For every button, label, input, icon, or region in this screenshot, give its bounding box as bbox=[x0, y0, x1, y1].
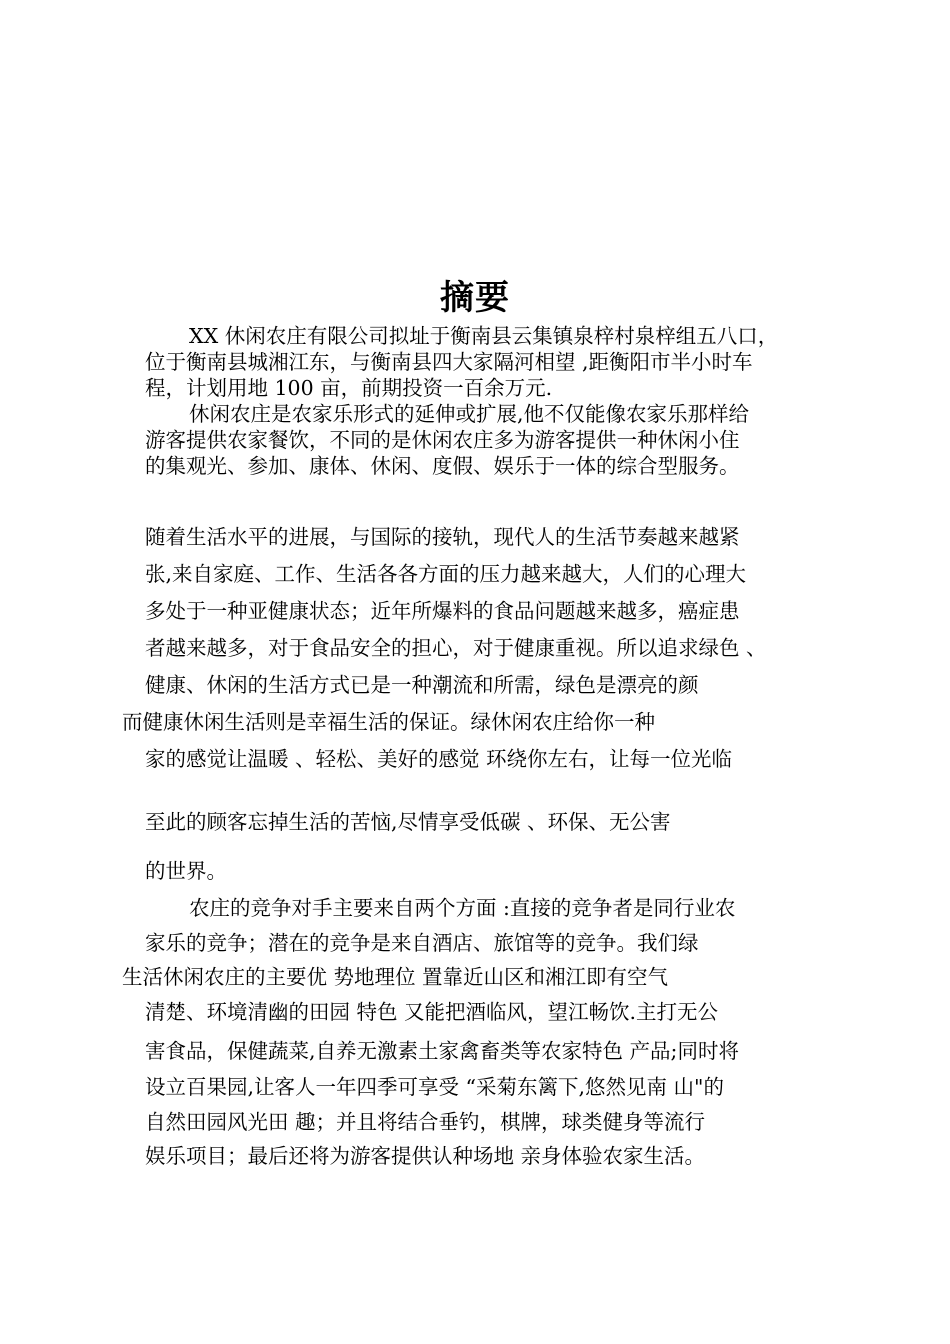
text-line: 者越来越多，对于食品安全的担心，对于健康重视。所以追求绿色 、 bbox=[145, 636, 767, 660]
text-line: 的世界。 bbox=[145, 859, 227, 883]
text-line: 设立百果园,让客人一年四季可享受 “采菊东篱下,悠然见南 山"的 bbox=[145, 1075, 724, 1099]
text-line: 休闲农庄是农家乐形式的延伸或扩展,他不仅能像农家乐那样给 bbox=[189, 402, 750, 426]
text-line: XX 休闲农庄有限公司拟址于衡南县云集镇泉梓村泉梓组五八口， bbox=[189, 324, 779, 348]
text-line: 生活休闲农庄的主要优 势地理位 置靠近山区和湘江即有空气 bbox=[122, 965, 669, 989]
text-line: 清楚、环境清幽的田园 特色 又能把酒临风，望江畅饮.主打无公 bbox=[145, 1000, 719, 1024]
text-line: 健康、休闲的生活方式已是一种潮流和所需，绿色是漂亮的颜 bbox=[145, 673, 699, 697]
text-line: 程，计划用地 100 亩，前期投资一百余万元. bbox=[145, 376, 553, 400]
text-line: 张,来自家庭、工作、生活各各方面的压力越来越大，人们的心理大 bbox=[145, 562, 747, 586]
page-title: 摘要 bbox=[440, 278, 510, 318]
text-line: 游客提供农家餐饮，不同的是休闲农庄多为游客提供一种休闲小住 bbox=[145, 428, 740, 452]
text-line: 家乐的竞争；潜在的竞争是来自酒店、旅馆等的竞争。我们绿 bbox=[145, 931, 699, 955]
text-line: 家的感觉让温暖 、轻松、美好的感觉 环绕你左右，让每一位光临 bbox=[145, 747, 733, 771]
text-line: 至此的顾客忘掉生活的苦恼,尽情享受低碳 、环保、无公害 bbox=[145, 810, 671, 834]
text-line: 农庄的竞争对手主要来自两个方面 :直接的竞争者是同行业农 bbox=[189, 896, 736, 920]
text-line: 位于衡南县城湘江东，与衡南县四大家隔河相望 ,距衡阳市半小时车 bbox=[145, 350, 753, 374]
text-line: 而健康休闲生活则是幸福生活的保证。绿休闲农庄给你一种 bbox=[122, 710, 655, 734]
text-line: 娱乐项目；最后还将为游客提供认种场地 亲身体验农家生活。 bbox=[145, 1144, 706, 1168]
text-line: 随着生活水平的进展，与国际的接轨，现代人的生活节奏越来越紧 bbox=[145, 525, 740, 549]
text-line: 自然田园风光田 趣；并且将结合垂钓，棋牌，球类健身等流行 bbox=[145, 1110, 706, 1134]
text-line: 多处于一种亚健康状态；近年所爆料的食品问题越来越多，癌症患 bbox=[145, 599, 740, 623]
text-line: 害食品，保健蔬菜,自养无激素土家禽畜类等农家特色 产品;同时将 bbox=[145, 1039, 739, 1063]
text-line: 的集观光、参加、康体、休闲、度假、娱乐于一体的综合型服务。 bbox=[145, 454, 740, 478]
